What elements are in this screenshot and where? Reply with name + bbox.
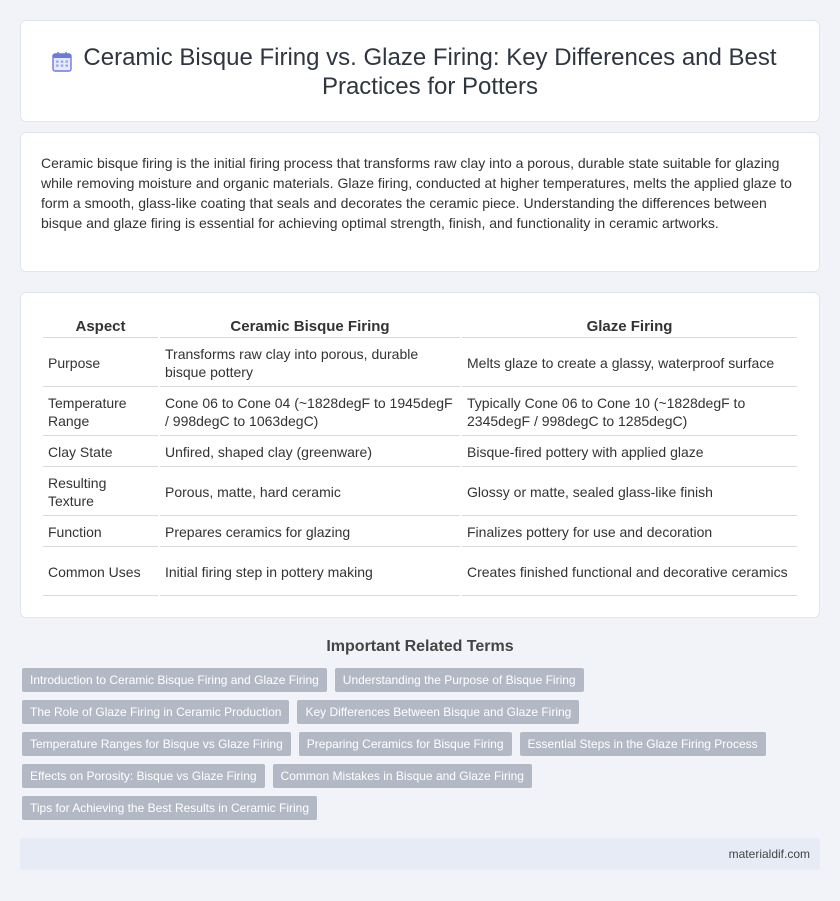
- related-term-link[interactable]: Preparing Ceramics for Bisque Firing: [299, 732, 512, 756]
- related-term-link[interactable]: Common Mistakes in Bisque and Glaze Firing: [273, 764, 532, 788]
- row-aspect: Purpose: [43, 339, 158, 387]
- related-terms-list: [22, 668, 812, 820]
- table-row: [43, 388, 797, 436]
- related-term-link[interactable]: Tips for Achieving the Best Results in Ceramic Firing: [22, 796, 317, 820]
- table-row: [43, 548, 797, 596]
- table-row: [43, 339, 797, 387]
- row-bisque: Prepares ceramics for glazing: [160, 517, 460, 547]
- table-row: [43, 468, 797, 516]
- related-term-link[interactable]: The Role of Glaze Firing in Ceramic Production: [22, 700, 289, 724]
- row-glaze: Melts glaze to create a glassy, waterproof surface: [462, 339, 797, 387]
- footer: [20, 838, 820, 870]
- title-card: [20, 20, 820, 122]
- related-term-link[interactable]: Understanding the Purpose of Bisque Firing: [335, 668, 584, 692]
- related-term-link[interactable]: Temperature Ranges for Bisque vs Glaze Firing: [22, 732, 291, 756]
- row-aspect: Function: [43, 517, 158, 547]
- related-term-link[interactable]: Essential Steps in the Glaze Firing Process: [520, 732, 766, 756]
- row-bisque: Cone 06 to Cone 04 (~1828degF to 1945degF / 998degC to 1063degC): [160, 388, 460, 436]
- related-term-link[interactable]: Introduction to Ceramic Bisque Firing and Glaze Firing: [22, 668, 327, 692]
- row-aspect: Resulting Texture: [43, 468, 158, 516]
- header-glaze: Glaze Firing: [462, 315, 797, 338]
- row-aspect: Common Uses: [43, 548, 158, 596]
- row-bisque: Unfired, shaped clay (greenware): [160, 437, 460, 467]
- page-title: Ceramic Bisque Firing vs. Glaze Firing: Key Differences and Best Practices for Potters: [83, 44, 777, 100]
- row-glaze: Bisque-fired pottery with applied glaze: [462, 437, 797, 467]
- comparison-table: [41, 314, 799, 597]
- header-bisque: Ceramic Bisque Firing: [160, 315, 460, 338]
- related-terms-heading: Important Related Terms: [326, 638, 514, 655]
- row-glaze: Glossy or matte, sealed glass-like finish: [462, 468, 797, 516]
- row-bisque: Initial firing step in pottery making: [160, 548, 460, 596]
- row-bisque: Porous, matte, hard ceramic: [160, 468, 460, 516]
- header-aspect: Aspect: [43, 315, 158, 338]
- row-aspect: Clay State: [43, 437, 158, 467]
- table-header-row: [43, 315, 797, 338]
- intro-paragraph: Ceramic bisque firing is the initial firing process that transforms raw clay into a porous, durable state suitable for glazing while removing moisture and organic materials. Glaze firing, conducted at higher temperatures, melts the applied glaze to form a smooth, glass-like coating that seals and decorates the ceramic piece. Understanding the differences between bisque and glaze firing is essential for achieving optimal strength, finish, and functionality in ceramic artworks.: [41, 155, 792, 231]
- row-aspect: Temperature Range: [43, 388, 158, 436]
- related-term-link[interactable]: Effects on Porosity: Bisque vs Glaze Firing: [22, 764, 265, 788]
- row-glaze: Creates finished functional and decorative ceramics: [462, 548, 797, 596]
- table-row: [43, 437, 797, 467]
- table-row: [43, 517, 797, 547]
- row-bisque: Transforms raw clay into porous, durable bisque pottery: [160, 339, 460, 387]
- row-glaze: Typically Cone 06 to Cone 10 (~1828degF to 2345degF / 998degC to 1285degC): [462, 388, 797, 436]
- site-link[interactable]: materialdif.com: [728, 847, 810, 861]
- row-glaze: Finalizes pottery for use and decoration: [462, 517, 797, 547]
- comparison-table-card: [20, 292, 820, 618]
- related-term-link[interactable]: Key Differences Between Bisque and Glaze Firing: [297, 700, 579, 724]
- intro-card: [20, 132, 820, 272]
